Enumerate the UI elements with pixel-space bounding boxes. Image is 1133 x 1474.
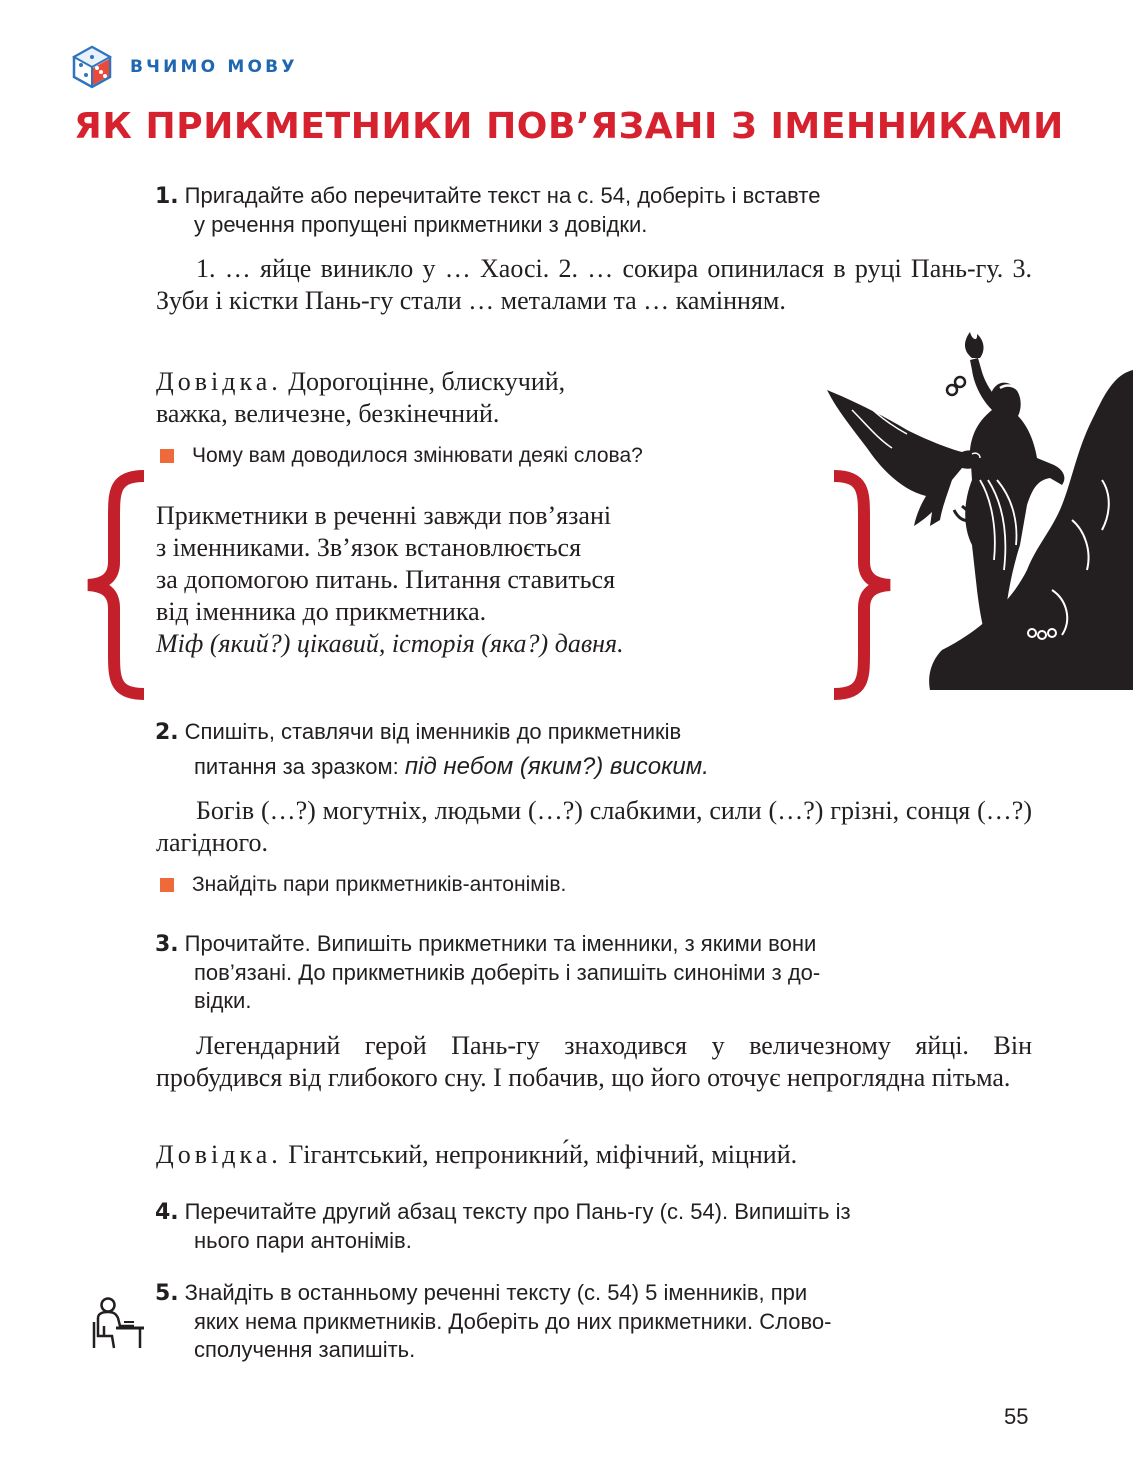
task-1-reference-label: Довідка. — [156, 367, 282, 396]
task-3-reference — [156, 1139, 1032, 1171]
rule-line-3: за допомогою питань. Питання ставиться — [156, 565, 616, 594]
task-1-instruction-line-2: у речення пропущені прикметники з довідки. — [194, 212, 648, 237]
task-4-instruction — [155, 1198, 1035, 1255]
task-3-instruction-line-1: Прочитайте. Випишіть прикметники та іменники, з якими вони — [184, 931, 817, 956]
rule-line-4: від іменника до прикметника. — [156, 597, 487, 626]
brand-label: ВЧИМО МОВУ — [130, 57, 298, 77]
task-1-question-text: Чому вам доводилося змінювати деякі слова? — [192, 444, 643, 467]
task-1-instruction — [155, 182, 1035, 239]
task-2-number: 2. — [155, 720, 179, 745]
task-2-instruction-line-2: питання за зразком: — [194, 754, 399, 779]
task-4-number: 4. — [155, 1200, 179, 1225]
task-1-reference-line-1: Дорогоцінне, блискучий, — [288, 367, 566, 396]
task-3-number: 3. — [155, 932, 179, 957]
task-3-text: Легендарний герой Пань-гу знаходився у величезному яйці. Він пробудився від глибокого сну. І побачив, що його оточує непроглядна пітьма. — [156, 1031, 1032, 1092]
task-2-question-text: Знайдіть пари прикметників-антонімів. — [192, 873, 567, 896]
student-at-desk-icon — [90, 1296, 146, 1350]
task-4-instruction-line-2: нього пари антонімів. — [194, 1228, 412, 1253]
prometheus-eagle-illustration — [822, 330, 1133, 690]
rule-example: Міф (який?) цікавий, історія (яка?) давня. — [156, 629, 624, 658]
task-2-text: Богів (…?) могутніх, людьми (…?) слабкими, сили (…?) грізні, сонця (…?) лагідного. — [156, 796, 1032, 857]
task-2-instruction-example: під небом (яким?) високим. — [404, 753, 709, 780]
task-5-instruction-line-1: Знайдіть в останньому реченні тексту (с. 54) 5 іменників, при — [184, 1280, 808, 1305]
task-2-question — [160, 873, 566, 897]
dice-cube-icon — [72, 45, 112, 89]
task-2-instruction — [155, 718, 1035, 781]
rule-box — [156, 500, 846, 660]
task-5-instruction-line-2: яких нема прикметників. Доберіть до них прикметники. Слово- — [194, 1309, 832, 1334]
left-brace-icon — [80, 470, 150, 700]
task-1-number: 1. — [155, 184, 179, 209]
task-3-instruction — [155, 930, 1035, 1015]
task-5-number: 5. — [155, 1281, 179, 1306]
task-1-question — [160, 444, 643, 468]
task-3-instruction-line-3: відки. — [194, 988, 252, 1013]
task-3-instruction-line-2: пов’язані. До прикметників доберіть і запишіть синоніми з до- — [194, 960, 821, 985]
task-3-reference-label: Довідка. — [156, 1140, 282, 1169]
bullet-square — [160, 449, 174, 463]
rule-line-2: з іменниками. Зв’язок встановлюється — [156, 533, 582, 562]
task-5-instruction — [155, 1279, 1035, 1364]
bullet-square — [160, 878, 174, 892]
task-2-instruction-line-1: Спишіть, ставлячи від іменників до прикметників — [184, 719, 682, 744]
task-1-reference — [156, 366, 776, 430]
task-4-instruction-line-1: Перечитайте другий абзац тексту про Пань-гу (с. 54). Випишіть із — [184, 1199, 851, 1224]
task-1-reference-line-2: важка, величезне, безкінечний. — [156, 399, 500, 428]
task-1-text: 1. … яйце виникло у … Хаосі. 2. … сокира опинилася в руці Пань-гу. 3. Зуби і кістки Пань-гу стали … металами та … камінням. — [156, 254, 1032, 315]
rule-line-1: Прикметники в реченні завжди пов’язані — [156, 501, 612, 530]
page-number: 55 — [1004, 1404, 1029, 1429]
task-3-reference-text: Гігантський, непроникни́й, міфічний, міцний. — [288, 1140, 798, 1169]
task-5-instruction-line-3: сполучення запишіть. — [194, 1337, 416, 1362]
page-title: ЯК ПРИКМЕТНИКИ ПОВ’ЯЗАНІ З ІМЕННИКАМИ — [74, 106, 1064, 147]
brand-header — [72, 44, 298, 90]
task-1-instruction-line-1: Пригадайте або перечитайте текст на с. 54, доберіть і вставте — [184, 183, 821, 208]
